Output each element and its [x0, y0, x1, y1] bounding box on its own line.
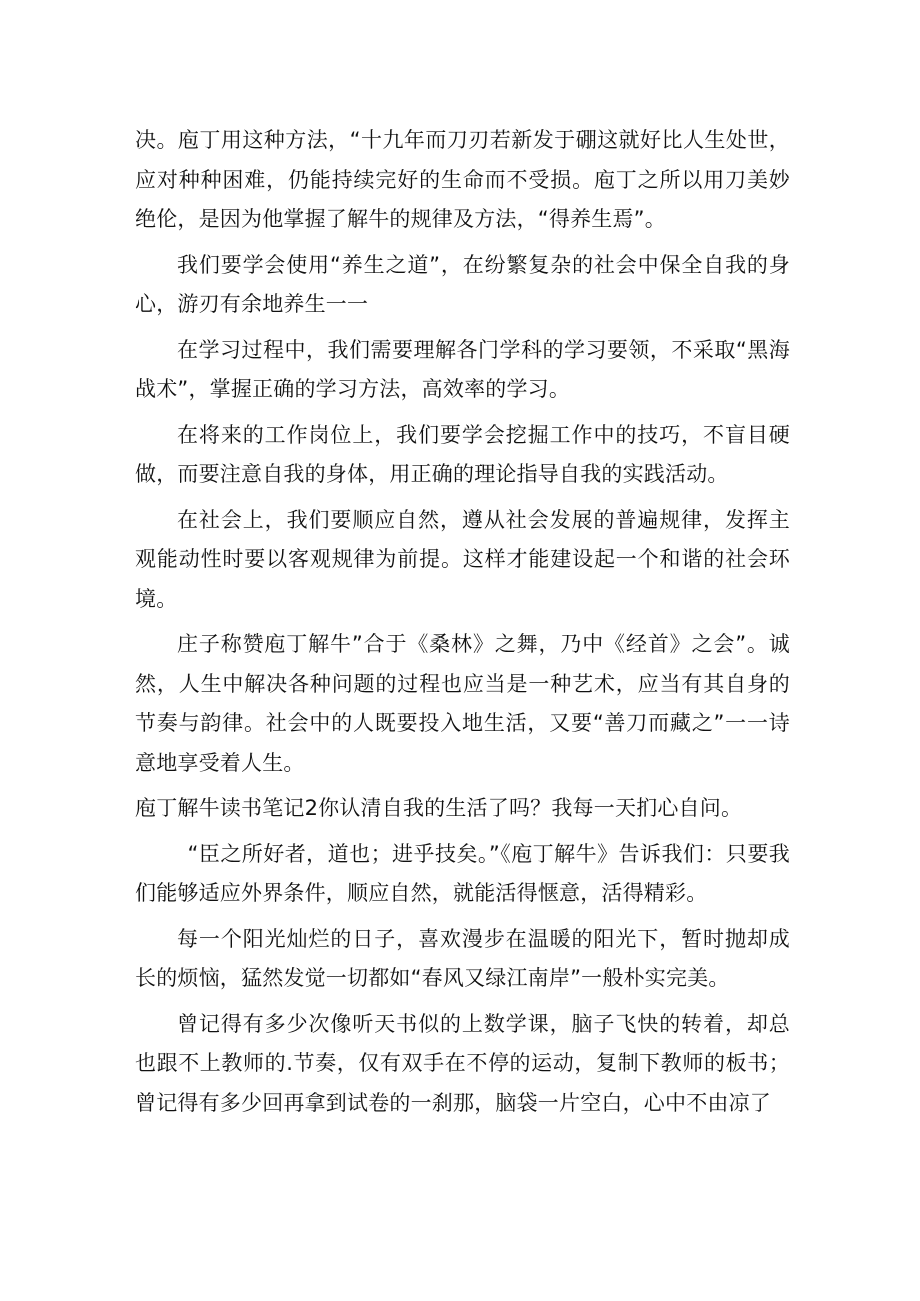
section-heading: 庖丁解牛读书笔记2你认清自我的生活了吗？我每一天扪心自问。 [135, 796, 743, 820]
paragraph-9: 曾记得有多少次像听天书似的上数学课，脑子飞快的转着，却总也跟不上教师的.节奏，仅有双手在不停的运动，复制下教师的板书；曾记得有多少回再拿到试卷的一刹那，脑袋一片空白，心中不由凉了 [135, 1011, 790, 1115]
paragraph-4: 在将来的工作岗位上，我们要学会挖掘工作中的技巧，不盲目硬做，而要注意自我的身体，用正确的理论指导自我的实践活动。 [135, 422, 790, 486]
paragraph-6: 庄子称赞庖丁解牛”合于《桑林》之舞，乃中《经首》之会”。诚然，人生中解决各种问题的过程也应当是一种艺术，应当有其自身的节奏与韵律。社会中的人既要投入地生活，又要“善刀而藏之”一一诗意地享受着人生。 [135, 632, 790, 775]
document-body [135, 121, 790, 1129]
paragraph-2: 我们要学会使用“养生之道”，在纷繁复杂的社会中保全自我的身心，游刃有余地养生一一 [135, 252, 790, 316]
paragraph-3: 在学习过程中，我们需要理解各门学科的学习要领，不采取“黑海战术”，掌握正确的学习方法，高效率的学习。 [135, 337, 790, 401]
paragraph-1: 决。庖丁用这种方法，“十九年而刀刃若新发于硼这就好比人生处世，应对种种困难，仍能持续完好的生命而不受损。庖丁之所以用刀美妙绝伦，是因为他掌握了解牛的规律及方法，“得养生焉”。 [135, 128, 790, 231]
paragraph-5: 在社会上，我们要顺应自然，遵从社会发展的普遍规律，发挥主观能动性时要以客观规律为前提。这样才能建设起一个和谐的社会环境。 [135, 507, 790, 611]
paragraph-8: 每一个阳光灿烂的日子，喜欢漫步在温暖的阳光下，暂时抛却成长的烦恼，猛然发觉一切都如“春风又绿江南岸”一般朴实完美。 [135, 926, 790, 990]
paragraph-quote: “臣之所好者，道也；进乎技矣。”《庖丁解牛》告诉我们：只要我们能够适应外界条件，顺应自然，就能活得惬意，活得精彩。 [135, 841, 790, 905]
